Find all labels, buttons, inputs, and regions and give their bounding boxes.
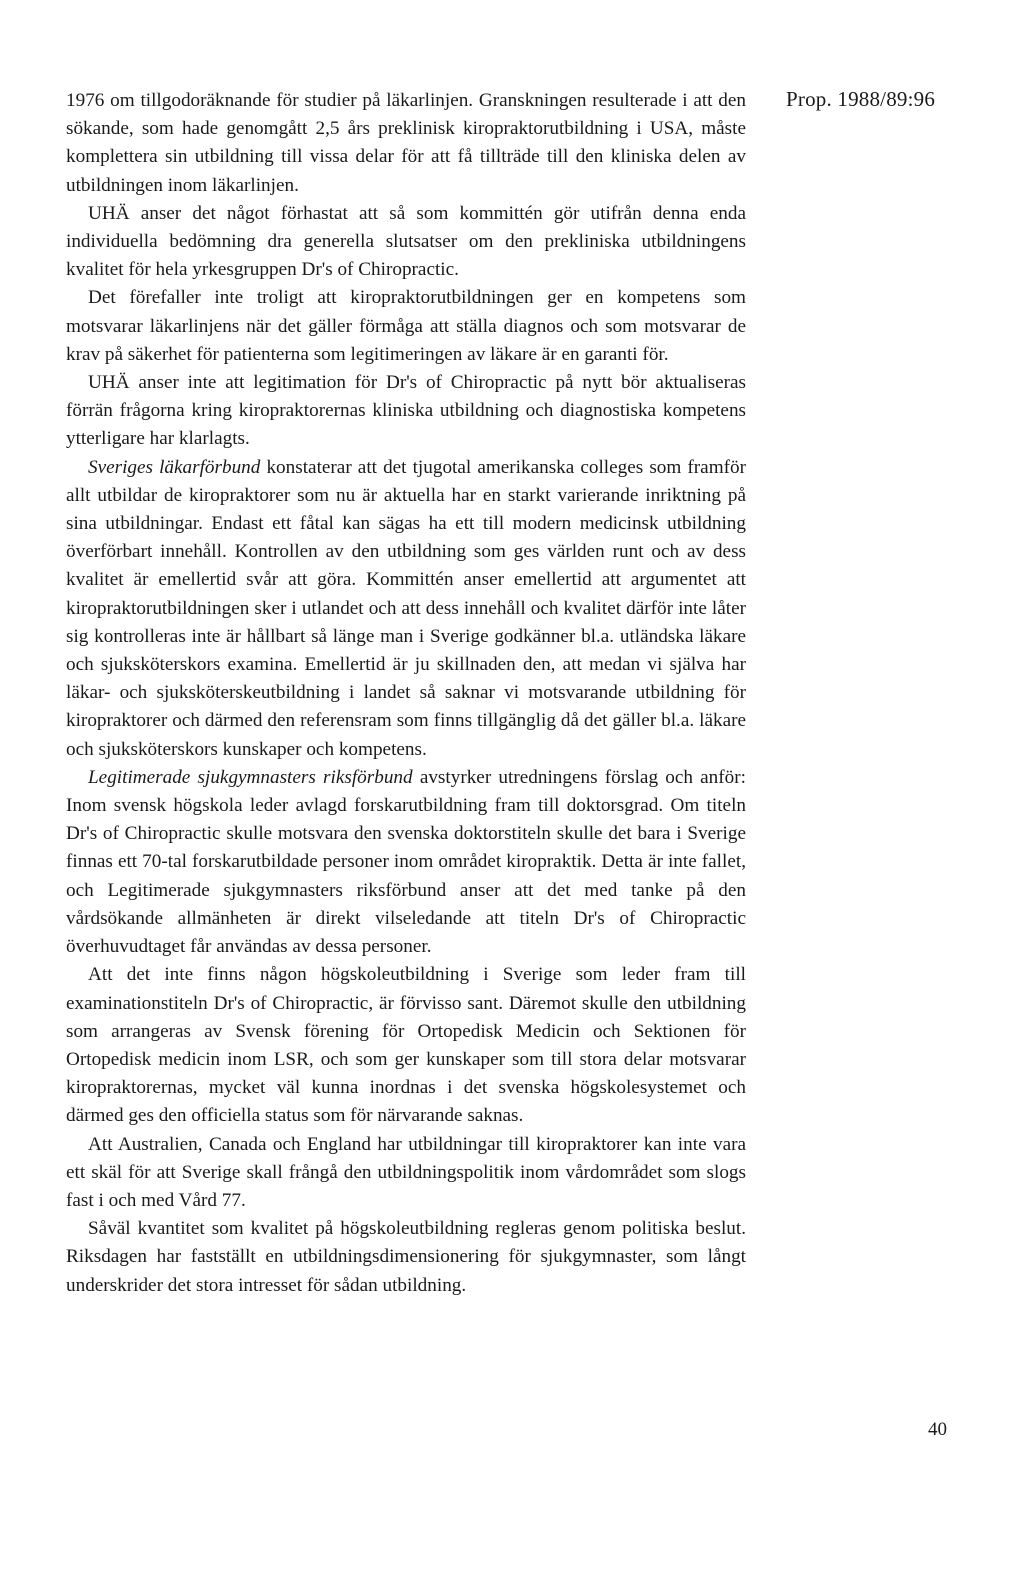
paragraph-text: Att Australien, Canada och England har utbildningar till kiropraktorer kan inte vara ett skäl för att Sverige skall frångå den utbildningspolitik inom vårdområdet som slogs fast i och med Vård 77. [66,1133,746,1211]
paragraph [66,961,746,1130]
page-number: 40 [928,1419,947,1440]
paragraph [66,764,746,961]
paragraph [66,87,746,200]
body-text [66,87,746,1300]
paragraph [66,454,746,764]
paragraph-text: konstaterar att det tjugotal amerikanska colleges som framför allt utbildar de kiropraktorer som nu är aktuella har en starkt varierande inriktning på sina utbildningar. Endast ett fåtal kan sägas ha ett till modern medicinsk utbildning överförbart innehåll. Kontrollen av den utbildning som ges världen runt och av dess kvalitet är emellertid svår att göra. Kommittén anser emellertid att argumentet att kiropraktorutbildningen sker i utlandet och att dess innehåll och kvalitet därför inte låter sig kontrolleras inte är hållbart så länge man i Sverige godkänner bl.a. utländska läkare och sjuksköterskors examina. Emellertid är ju skillnaden den, att medan vi själva har läkar- och sjuksköterskeutbildning i landet så saknar vi motsvarande utbildning för kiropraktorer och därmed den referensram som finns tillgänglig då det gäller bl.a. läkare och sjuksköterskors kunskaper och kompetens. [66,456,746,760]
paragraph-text: Såväl kvantitet som kvalitet på högskoleutbildning regleras genom politiska beslut. Riksdagen har fastställt en utbildningsdimensionering för sjukgymnaster, som långt underskrider det stora intresset för sådan utbildning. [66,1218,746,1296]
organization-name: Legitimerade sjukgymnasters riksförbund [88,766,413,788]
paragraph-text: avstyrker utredningens förslag och anför: Inom svensk högskola leder avlagd forskarutbildning fram till doktorsgrad. Om titeln Dr's of Chiropractic skulle motsvara den svenska doktorstiteln skulle det bara i Sverige finnas ett 70-tal forskarutbildade personer inom området kiropraktik. Detta är inte fallet, och Legitimerade sjukgymnasters riksförbund anser att det med tanke på den vårdsökande allmänheten är direkt vilseledande att titeln Dr's of Chiropractic överhuvudtaget får användas av dessa personer. [66,766,746,958]
paragraph-text: UHÄ anser det något förhastat att så som kommittén gör utifrån denna enda individuella bedömning dra generella slutsatser om den prekliniska utbildningens kvalitet för hela yrkesgruppen Dr's of Chiropractic. [66,202,746,281]
paragraph-text: Det förefaller inte troligt att kiropraktorutbildningen ger en kompetens som motsvarar läkarlinjens när det gäller förmåga att ställa diagnos och som motsvarar de krav på säkerhet för patienterna som legitimeringen av läkare är en garanti för. [66,287,746,365]
paragraph [66,200,746,285]
paragraph-text: UHÄ anser inte att legitimation för Dr's of Chiropractic på nytt bör aktualiseras förrän frågorna kring kiropraktorernas kliniska utbildning och diagnostiska kompetens ytterligare har klarlagts. [66,372,746,450]
paragraph [66,284,746,369]
proposition-reference: Prop. 1988/89:96 [786,87,936,111]
paragraph [66,369,746,454]
paragraph-text: 1976 om tillgodoräknande för studier på läkarlinjen. Granskningen resulterade i att den sökande, som hade genomgått 2,5 års preklinisk kiropraktorutbildning i USA, måste komplettera sin utbildning till vissa delar för att få tillträde till den kliniska delen av utbildningen inom läkarlinjen. [66,90,746,196]
paragraph-text: Att det inte finns någon högskoleutbildning i Sverige som leder fram till examinationstiteln Dr's of Chiropractic, är förvisso sant. Däremot skulle den utbildning som arrangeras av Svensk förening för Ortopedisk Medicin och Sektionen för Ortopedisk medicin inom LSR, och som ger kunskaper som till stora delar motsvarar kiropraktorernas, mycket väl kunna inordnas i det svenska högskolesystemet och därmed ges den officiella status som för närvarande saknas. [66,964,746,1127]
paragraph [66,1131,746,1216]
organization-name: Sveriges läkarförbund [88,456,261,478]
paragraph [66,1215,746,1300]
